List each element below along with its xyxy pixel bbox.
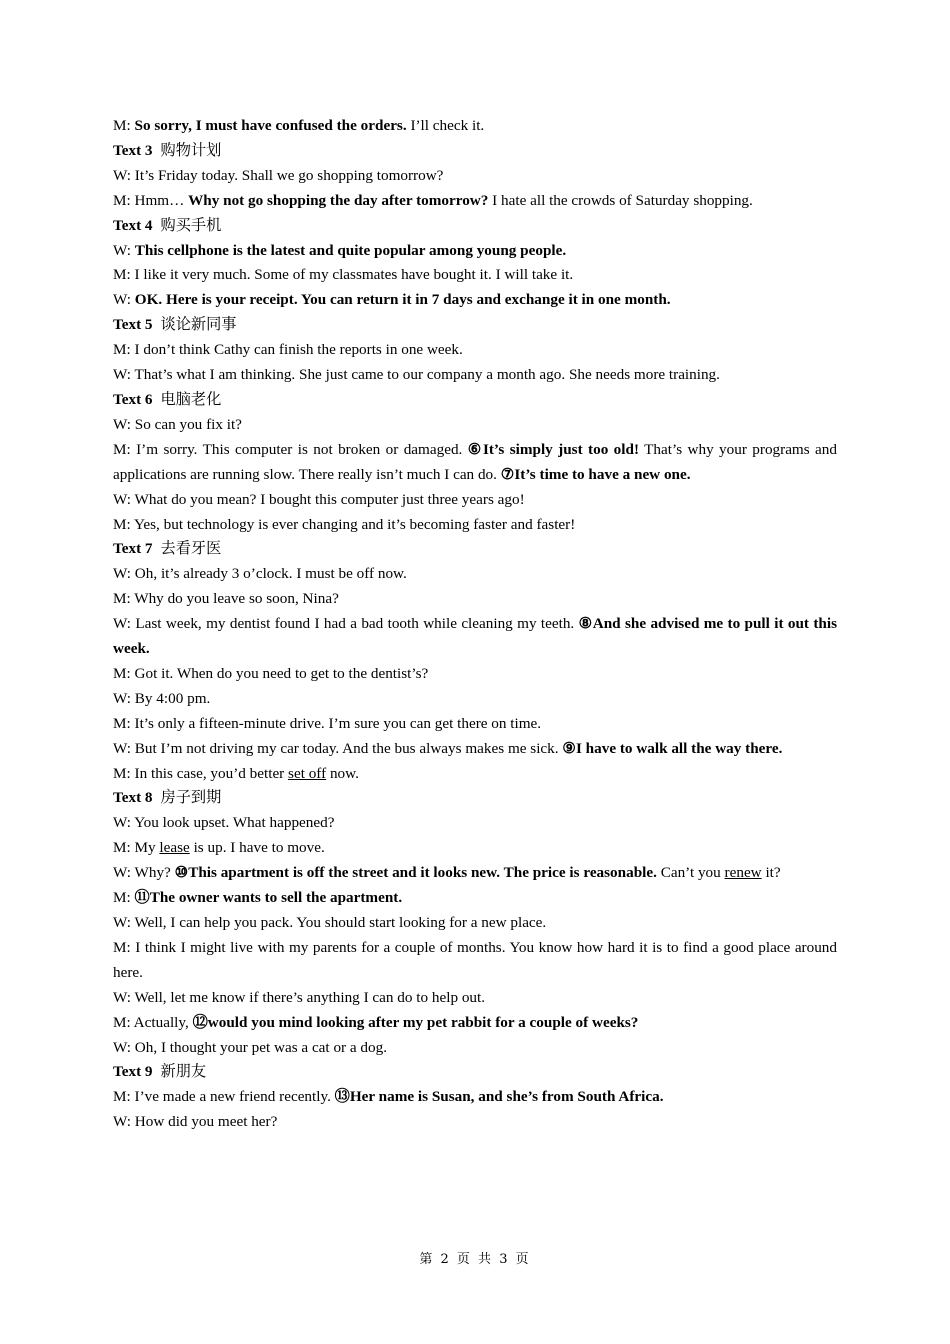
dialogue-text: M: It’s only a fifteen-minute drive. I’m sure you can get there on time. bbox=[113, 714, 542, 732]
dialogue-text: is up. I have to move. bbox=[189, 839, 325, 857]
dialogue-text: W: But I’m not driving my car today. And the bus always makes me sick. bbox=[113, 739, 563, 757]
dialogue-text: W: Oh, I thought your pet was a cat or a dog. bbox=[113, 1038, 388, 1056]
dialogue-text: M: In this case, you’d better bbox=[113, 764, 289, 782]
dialogue-text: W: Last week, my dentist found I had a bad tooth while cleaning my teeth. bbox=[113, 615, 579, 633]
dialogue-line bbox=[113, 263, 837, 288]
dialogue-line bbox=[113, 288, 837, 313]
dialogue-text: I’ll check it. bbox=[406, 117, 485, 134]
dialogue-line bbox=[113, 762, 837, 787]
dialogue-text: M: bbox=[113, 117, 135, 134]
bold-answer-text: ⑨I have to walk all the way there. bbox=[562, 739, 783, 757]
dialogue-line bbox=[113, 1085, 837, 1110]
dialogue-line bbox=[113, 712, 837, 737]
dialogue-text: M: Actually, bbox=[113, 1013, 193, 1031]
dialogue-text: W: That’s what I am thinking. She just came to our company a month ago. She needs more training. bbox=[113, 366, 720, 384]
dialogue-text: M: Yes, but technology is ever changing and it’s becoming faster and faster! bbox=[113, 515, 576, 533]
section-title-zh: 房子到期 bbox=[160, 789, 222, 807]
dialogue-line bbox=[113, 488, 837, 513]
dialogue-text: it? bbox=[761, 864, 781, 882]
bold-answer-text: ⑧And she advised me to pull it out this week. bbox=[113, 615, 837, 658]
dialogue-text: M: Why do you leave so soon, Nina? bbox=[113, 590, 339, 608]
section-label: Text 7 bbox=[113, 540, 153, 558]
dialogue-line bbox=[113, 562, 837, 587]
dialogue-text: M: bbox=[113, 889, 135, 907]
dialogue-text: W: So can you fix it? bbox=[113, 415, 242, 433]
section-label: Text 4 bbox=[113, 216, 153, 234]
dialogue-text: now. bbox=[326, 764, 359, 782]
dialogue-line bbox=[113, 239, 837, 264]
dialogue-line bbox=[113, 438, 837, 488]
section-heading bbox=[113, 313, 837, 338]
dialogue-line bbox=[113, 1011, 837, 1036]
bold-answer-text: ⑦It’s time to have a new one. bbox=[500, 465, 691, 483]
dialogue-line bbox=[113, 413, 837, 438]
dialogue-text: W: Oh, it’s already 3 o’clock. I must be off now. bbox=[113, 565, 407, 583]
section-title-zh: 新朋友 bbox=[160, 1063, 207, 1081]
bold-answer-text: So sorry, I must have confused the orders. bbox=[134, 117, 407, 134]
dialogue-line bbox=[113, 114, 837, 139]
dialogue-line bbox=[113, 338, 837, 363]
bold-answer-text: This cellphone is the latest and quite popular among young people. bbox=[134, 241, 567, 259]
dialogue-line bbox=[113, 811, 837, 836]
underlined-word: renew bbox=[724, 864, 762, 882]
section-title-zh: 去看牙医 bbox=[160, 540, 222, 558]
bold-answer-text: Why not go shopping the day after tomorrow? bbox=[188, 191, 489, 209]
dialogue-text: W: bbox=[113, 291, 135, 309]
section-label: Text 9 bbox=[113, 1063, 153, 1081]
section-heading bbox=[113, 214, 837, 239]
dialogue-text: M: My bbox=[113, 839, 160, 857]
section-label: Text 8 bbox=[113, 789, 153, 807]
dialogue-text: M: I think I might live with my parents for a couple of months. You know how hard it is to find a good place around here. bbox=[113, 938, 837, 981]
section-label: Text 5 bbox=[113, 316, 153, 334]
dialogue-text: W: It’s Friday today. Shall we go shopping tomorrow? bbox=[113, 166, 444, 184]
bold-answer-text: ⑫would you mind looking after my pet rabbit for a couple of weeks? bbox=[192, 1013, 639, 1031]
underlined-word: lease bbox=[159, 839, 190, 857]
section-heading bbox=[113, 139, 837, 164]
dialogue-line bbox=[113, 1110, 837, 1135]
dialogue-line bbox=[113, 662, 837, 687]
section-title-zh: 谈论新同事 bbox=[160, 316, 237, 334]
dialogue-text: M: I don’t think Cathy can finish the reports in one week. bbox=[113, 341, 463, 359]
dialogue-text: W: By 4:00 pm. bbox=[113, 689, 211, 707]
bold-answer-text: ⑩This apartment is off the street and it looks new. The price is reasonable. bbox=[174, 864, 657, 882]
dialogue-line bbox=[113, 886, 837, 911]
underlined-word: set off bbox=[288, 764, 327, 782]
section-heading bbox=[113, 388, 837, 413]
dialogue-line bbox=[113, 363, 837, 388]
dialogue-line bbox=[113, 189, 837, 214]
section-label: Text 6 bbox=[113, 390, 153, 408]
dialogue-text: M: I like it very much. Some of my classmates have bought it. I will take it. bbox=[113, 266, 574, 284]
bold-answer-text: ⑪The owner wants to sell the apartment. bbox=[134, 889, 403, 907]
dialogue-line bbox=[113, 612, 837, 662]
dialogue-text: W: What do you mean? I bought this computer just three years ago! bbox=[113, 490, 525, 508]
section-title-zh: 购物计划 bbox=[160, 141, 222, 159]
section-title-zh: 购买手机 bbox=[160, 216, 222, 234]
dialogue-line bbox=[113, 587, 837, 612]
dialogue-line bbox=[113, 836, 837, 861]
dialogue-line bbox=[113, 737, 837, 762]
dialogue-line bbox=[113, 513, 837, 538]
section-heading bbox=[113, 537, 837, 562]
bold-answer-text: ⑬Her name is Susan, and she’s from South Africa. bbox=[334, 1088, 664, 1106]
dialogue-line bbox=[113, 936, 837, 986]
dialogue-text: That’s why your programs and applications are running slow. There really isn’t much I can do. bbox=[113, 440, 837, 483]
dialogue-text: W: How did you meet her? bbox=[113, 1113, 278, 1131]
dialogue-line bbox=[113, 1036, 837, 1061]
section-title-zh: 电脑老化 bbox=[160, 390, 222, 408]
dialogue-line bbox=[113, 687, 837, 712]
page-footer: 第 2 页 共 3 页 bbox=[419, 1252, 531, 1267]
dialogue-text: I hate all the crowds of Saturday shopping. bbox=[488, 191, 753, 209]
dialogue-text: Can’t you bbox=[656, 864, 725, 882]
dialogue-text: M: Hmm… bbox=[113, 191, 189, 209]
dialogue-text: W: bbox=[113, 241, 135, 259]
dialogue-text: M: I’ve made a new friend recently. bbox=[113, 1088, 335, 1106]
section-label: Text 3 bbox=[113, 141, 153, 159]
document-body bbox=[113, 114, 837, 1135]
dialogue-line bbox=[113, 911, 837, 936]
dialogue-text: M: I’m sorry. This computer is not broken or damaged. bbox=[113, 440, 468, 458]
section-heading bbox=[113, 1060, 837, 1085]
bold-answer-text: OK. Here is your receipt. You can return it in 7 days and exchange it in one month. bbox=[134, 291, 671, 309]
section-heading bbox=[113, 786, 837, 811]
bold-answer-text: ⑥It’s simply just too old! bbox=[467, 440, 640, 458]
dialogue-text: W: Why? bbox=[113, 864, 175, 882]
dialogue-line bbox=[113, 986, 837, 1011]
dialogue-text: W: Well, let me know if there’s anything I can do to help out. bbox=[113, 988, 486, 1006]
dialogue-line bbox=[113, 861, 837, 886]
dialogue-text: W: You look upset. What happened? bbox=[113, 814, 335, 832]
dialogue-text: M: Got it. When do you need to get to the dentist’s? bbox=[113, 664, 429, 682]
dialogue-line bbox=[113, 164, 837, 189]
dialogue-text: W: Well, I can help you pack. You should start looking for a new place. bbox=[113, 914, 547, 931]
